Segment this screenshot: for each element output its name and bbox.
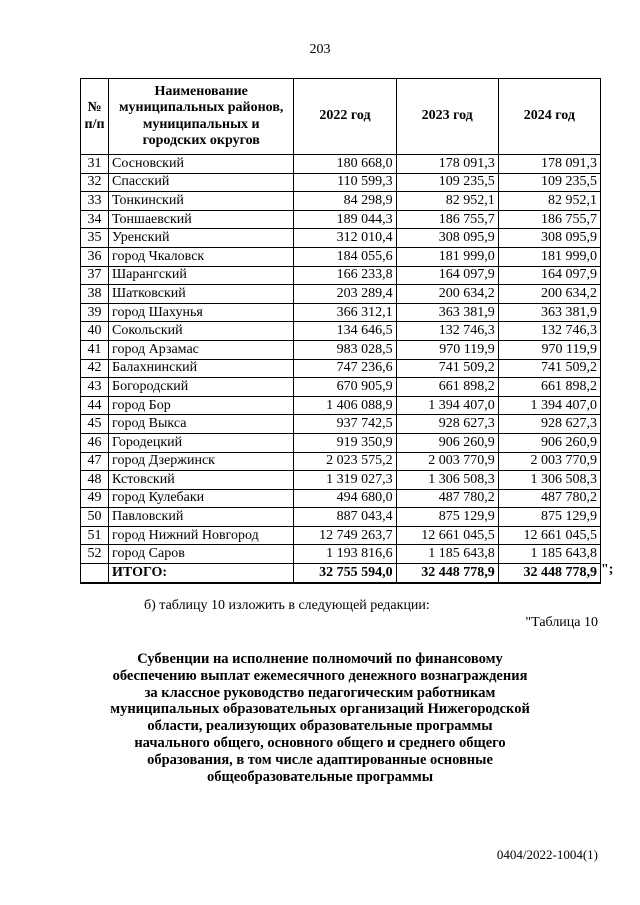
row-number: 51 xyxy=(81,526,109,545)
value-2023: 1 394 407,0 xyxy=(396,396,498,415)
municipality-name: Сокольский xyxy=(109,322,294,341)
value-2024: 2 003 770,9 xyxy=(498,452,600,471)
table-row xyxy=(81,322,601,341)
row-number: 31 xyxy=(81,155,109,174)
value-2024: 928 627,3 xyxy=(498,415,600,434)
table-row xyxy=(81,229,601,248)
municipality-name: город Шахунья xyxy=(109,303,294,322)
value-2024: 970 119,9 xyxy=(498,340,600,359)
table-row xyxy=(81,545,601,564)
value-2024: 109 235,5 xyxy=(498,173,600,192)
intro-text: б) таблицу 10 изложить в следующей редакции: xyxy=(144,598,430,613)
table-row xyxy=(81,526,601,545)
municipality-name: город Дзержинск xyxy=(109,452,294,471)
total-label: ИТОГО: xyxy=(109,564,294,583)
row-number: 38 xyxy=(81,285,109,304)
table-row xyxy=(81,340,601,359)
municipality-name: Кстовский xyxy=(109,471,294,490)
value-2022: 84 298,9 xyxy=(294,192,396,211)
value-2024: 1 185 643,8 xyxy=(498,545,600,564)
value-2022: 366 312,1 xyxy=(294,303,396,322)
municipality-name: город Чкаловск xyxy=(109,247,294,266)
municipality-name: Сосновский xyxy=(109,155,294,174)
total-number-cell xyxy=(81,564,109,583)
municipality-name: город Арзамас xyxy=(109,340,294,359)
value-2024: 308 095,9 xyxy=(498,229,600,248)
municipality-name: город Бор xyxy=(109,396,294,415)
row-number: 41 xyxy=(81,340,109,359)
value-2022: 2 023 575,2 xyxy=(294,452,396,471)
value-2023: 363 381,9 xyxy=(396,303,498,322)
table-row xyxy=(81,433,601,452)
municipality-name: Павловский xyxy=(109,508,294,527)
table-row xyxy=(81,452,601,471)
value-2024: 181 999,0 xyxy=(498,247,600,266)
row-number: 52 xyxy=(81,545,109,564)
value-2023: 82 952,1 xyxy=(396,192,498,211)
table-row xyxy=(81,210,601,229)
page-number: 203 xyxy=(309,42,331,57)
value-2023: 164 097,9 xyxy=(396,266,498,285)
row-number: 45 xyxy=(81,415,109,434)
municipality-name: Уренский xyxy=(109,229,294,248)
value-2023: 181 999,0 xyxy=(396,247,498,266)
value-2024: 178 091,3 xyxy=(498,155,600,174)
value-2024: 1 306 508,3 xyxy=(498,471,600,490)
municipality-name: город Выкса xyxy=(109,415,294,434)
row-number: 46 xyxy=(81,433,109,452)
value-2022: 747 236,6 xyxy=(294,359,396,378)
header-2024: 2024 год xyxy=(498,79,600,155)
table-10-heading: Субвенции на исполнение полномочий по финансовому обеспечению выплат ежемесячного денежного вознаграждения за классное руководство педагогическим работникам муниципальных образовательных организаций Нижегородской области, реализующих образовательные программы начального общего, основного общего и среднего общего образования, в том числе адаптированные основные общеобразовательные программы xyxy=(110,651,530,785)
table-row xyxy=(81,415,601,434)
row-number: 42 xyxy=(81,359,109,378)
value-2022: 1 319 027,3 xyxy=(294,471,396,490)
row-number: 35 xyxy=(81,229,109,248)
total-row xyxy=(81,564,601,583)
value-2023: 1 306 508,3 xyxy=(396,471,498,490)
header-2022: 2022 год xyxy=(294,79,396,155)
value-2023: 487 780,2 xyxy=(396,489,498,508)
value-2024: 363 381,9 xyxy=(498,303,600,322)
value-2022: 184 055,6 xyxy=(294,247,396,266)
value-2023: 741 509,2 xyxy=(396,359,498,378)
document-code: 0404/2022-1004(1) xyxy=(496,847,598,862)
municipality-name: Шарангский xyxy=(109,266,294,285)
total-2022: 32 755 594,0 xyxy=(294,564,396,583)
municipality-name: город Саров xyxy=(109,545,294,564)
row-number: 34 xyxy=(81,210,109,229)
table-row xyxy=(81,471,601,490)
municipality-name: Тоншаевский xyxy=(109,210,294,229)
table-row xyxy=(81,266,601,285)
value-2022: 203 289,4 xyxy=(294,285,396,304)
table-row xyxy=(81,378,601,397)
closing-quote-mark: "; xyxy=(601,562,614,577)
subsidy-table xyxy=(80,78,601,584)
municipality-name: Шатковский xyxy=(109,285,294,304)
value-2023: 875 129,9 xyxy=(396,508,498,527)
header-municipality: Наименование муниципальных районов, муниципальных и городских округов xyxy=(109,79,294,155)
value-2022: 1 193 816,6 xyxy=(294,545,396,564)
table-row xyxy=(81,508,601,527)
header-number: № п/п xyxy=(81,79,109,155)
total-2024: 32 448 778,9 xyxy=(498,564,600,583)
value-2022: 189 044,3 xyxy=(294,210,396,229)
municipality-name: Городецкий xyxy=(109,433,294,452)
municipality-name: Тонкинский xyxy=(109,192,294,211)
municipality-name: город Нижний Новгород xyxy=(109,526,294,545)
value-2024: 875 129,9 xyxy=(498,508,600,527)
value-2022: 919 350,9 xyxy=(294,433,396,452)
value-2022: 312 010,4 xyxy=(294,229,396,248)
value-2024: 906 260,9 xyxy=(498,433,600,452)
table-row xyxy=(81,396,601,415)
value-2024: 186 755,7 xyxy=(498,210,600,229)
row-number: 33 xyxy=(81,192,109,211)
value-2024: 164 097,9 xyxy=(498,266,600,285)
value-2022: 166 233,8 xyxy=(294,266,396,285)
row-number: 32 xyxy=(81,173,109,192)
value-2023: 308 095,9 xyxy=(396,229,498,248)
table-row xyxy=(81,303,601,322)
table-row xyxy=(81,155,601,174)
row-number: 36 xyxy=(81,247,109,266)
value-2022: 12 749 263,7 xyxy=(294,526,396,545)
row-number: 47 xyxy=(81,452,109,471)
value-2024: 661 898,2 xyxy=(498,378,600,397)
value-2022: 180 668,0 xyxy=(294,155,396,174)
municipality-name: Спасский xyxy=(109,173,294,192)
value-2024: 82 952,1 xyxy=(498,192,600,211)
value-2023: 2 003 770,9 xyxy=(396,452,498,471)
table-header-row xyxy=(81,79,601,155)
value-2022: 110 599,3 xyxy=(294,173,396,192)
value-2023: 178 091,3 xyxy=(396,155,498,174)
value-2023: 661 898,2 xyxy=(396,378,498,397)
row-number: 50 xyxy=(81,508,109,527)
row-number: 44 xyxy=(81,396,109,415)
value-2022: 1 406 088,9 xyxy=(294,396,396,415)
row-number: 43 xyxy=(81,378,109,397)
row-number: 39 xyxy=(81,303,109,322)
value-2024: 741 509,2 xyxy=(498,359,600,378)
value-2023: 970 119,9 xyxy=(396,340,498,359)
value-2022: 937 742,5 xyxy=(294,415,396,434)
table-row xyxy=(81,285,601,304)
value-2024: 12 661 045,5 xyxy=(498,526,600,545)
table-body xyxy=(81,155,601,564)
value-2024: 132 746,3 xyxy=(498,322,600,341)
value-2023: 109 235,5 xyxy=(396,173,498,192)
value-2023: 200 634,2 xyxy=(396,285,498,304)
value-2023: 1 185 643,8 xyxy=(396,545,498,564)
row-number: 48 xyxy=(81,471,109,490)
municipality-name: город Кулебаки xyxy=(109,489,294,508)
value-2023: 12 661 045,5 xyxy=(396,526,498,545)
value-2022: 494 680,0 xyxy=(294,489,396,508)
value-2023: 132 746,3 xyxy=(396,322,498,341)
table-row xyxy=(81,173,601,192)
table-reference: "Таблица 10 xyxy=(525,615,598,630)
value-2024: 1 394 407,0 xyxy=(498,396,600,415)
total-2023: 32 448 778,9 xyxy=(396,564,498,583)
row-number: 40 xyxy=(81,322,109,341)
table-row xyxy=(81,359,601,378)
value-2022: 134 646,5 xyxy=(294,322,396,341)
value-2024: 200 634,2 xyxy=(498,285,600,304)
municipality-name: Балахнинский xyxy=(109,359,294,378)
municipality-name: Богородский xyxy=(109,378,294,397)
table-row xyxy=(81,489,601,508)
table-row xyxy=(81,247,601,266)
row-number: 49 xyxy=(81,489,109,508)
value-2023: 186 755,7 xyxy=(396,210,498,229)
row-number: 37 xyxy=(81,266,109,285)
value-2023: 928 627,3 xyxy=(396,415,498,434)
value-2022: 670 905,9 xyxy=(294,378,396,397)
table-row xyxy=(81,192,601,211)
value-2022: 887 043,4 xyxy=(294,508,396,527)
value-2024: 487 780,2 xyxy=(498,489,600,508)
value-2023: 906 260,9 xyxy=(396,433,498,452)
header-2023: 2023 год xyxy=(396,79,498,155)
value-2022: 983 028,5 xyxy=(294,340,396,359)
